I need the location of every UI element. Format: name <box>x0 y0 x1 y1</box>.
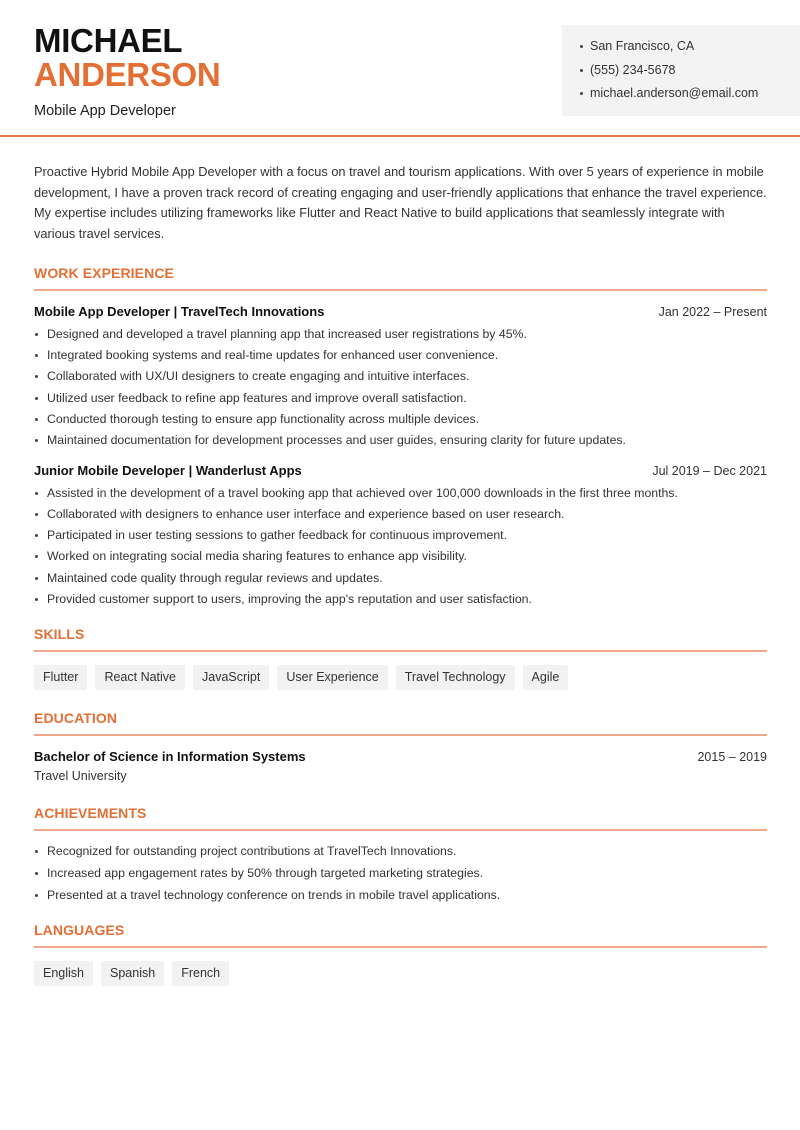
contact-phone-text: (555) 234-5678 <box>590 62 676 77</box>
section-skills <box>34 626 767 690</box>
list-item <box>34 865 767 887</box>
job-header <box>34 463 767 485</box>
bullet-icon <box>35 333 38 336</box>
section-title: EDUCATION <box>34 710 118 727</box>
education-degree: Bachelor of Science in Information Systems <box>34 749 306 765</box>
bullet-icon <box>35 397 38 400</box>
list-item-text: Recognized for outstanding project contributions at TravelTech Innovations. <box>47 844 457 859</box>
list-item <box>34 887 767 908</box>
resume-body <box>34 162 767 986</box>
bullet-icon <box>35 492 38 495</box>
first-name: MICHAEL <box>34 22 183 59</box>
list-item-text: Increased app engagement rates by 50% through targeted marketing strategies. <box>47 865 484 880</box>
language-tag: English <box>34 961 93 986</box>
section-achievements <box>34 805 767 908</box>
skill-tag: Agile <box>523 665 569 690</box>
bullet-icon <box>580 45 583 48</box>
list-item <box>34 591 767 612</box>
list-item-text: Participated in user testing sessions to gather feedback for continuous improvement. <box>47 528 508 543</box>
job-dates: Jul 2019 – Dec 2021 <box>652 463 767 478</box>
language-tag: French <box>172 961 229 986</box>
education-dates: 2015 – 2019 <box>697 750 767 765</box>
skill-tag: Flutter <box>34 665 87 690</box>
list-item-text: Collaborated with UX/UI designers to create engaging and intuitive interfaces. <box>47 369 470 384</box>
list-item <box>34 843 767 864</box>
list-item <box>34 347 767 368</box>
education-school: Travel University <box>34 769 127 784</box>
language-tags <box>34 961 767 986</box>
bullet-icon <box>35 850 38 853</box>
bullet-icon <box>35 555 38 558</box>
list-item <box>34 548 767 569</box>
section-title: WORK EXPERIENCE <box>34 264 174 281</box>
section-divider <box>34 734 767 736</box>
job-bullets <box>34 326 767 454</box>
job-header <box>34 304 767 326</box>
list-item <box>34 506 767 527</box>
section-divider <box>34 650 767 652</box>
list-item-text: Integrated booking systems and real-time updates for enhanced user convenience. <box>47 348 499 363</box>
contact-box <box>562 25 800 116</box>
skill-tags <box>34 665 767 690</box>
language-tag: Spanish <box>101 961 164 986</box>
contact-location <box>580 38 800 62</box>
skill-tag: React Native <box>95 665 185 690</box>
list-item <box>34 368 767 389</box>
job-dates: Jan 2022 – Present <box>658 304 767 319</box>
skill-tag: Travel Technology <box>396 665 515 690</box>
list-item <box>34 527 767 548</box>
list-item-text: Maintained documentation for development processes and user guides, ensuring clarity for future updates. <box>47 433 626 448</box>
section-divider <box>34 829 767 831</box>
bullet-icon <box>35 375 38 378</box>
list-item-text: Designed and developed a travel planning app that increased user registrations by 45%. <box>47 326 527 341</box>
list-item-text: Presented at a travel technology conference on trends in mobile travel applications. <box>47 887 501 902</box>
bullet-icon <box>35 598 38 601</box>
bullet-icon <box>35 354 38 357</box>
list-item <box>34 411 767 432</box>
section-title: SKILLS <box>34 626 85 643</box>
resume-header <box>0 0 800 137</box>
list-item-text: Provided customer support to users, improving the app's reputation and user satisfaction. <box>47 592 532 607</box>
bullet-icon <box>35 577 38 580</box>
job-bullets <box>34 485 767 613</box>
section-divider <box>34 946 767 948</box>
list-item-text: Utilized user feedback to refine app features and improve overall satisfaction. <box>47 390 467 405</box>
achievement-list <box>34 843 767 908</box>
contact-location-text: San Francisco, CA <box>590 39 695 53</box>
list-item <box>34 326 767 347</box>
bullet-icon <box>35 439 38 442</box>
job-entry <box>34 304 767 454</box>
list-item-text: Worked on integrating social media sharing features to enhance app visibility. <box>47 549 467 564</box>
bullet-icon <box>35 872 38 875</box>
bullet-icon <box>580 69 583 72</box>
list-item-text: Collaborated with designers to enhance user interface and experience based on user research. <box>47 506 565 521</box>
list-item-text: Assisted in the development of a travel booking app that achieved over 100,000 downloads in the first three months. <box>47 485 678 500</box>
name-block <box>34 24 220 119</box>
section-languages <box>34 922 767 986</box>
contact-email-text[interactable]: michael.anderson@email.com <box>590 86 759 100</box>
section-work-experience <box>34 265 767 613</box>
section-title: ACHIEVEMENTS <box>34 805 147 822</box>
job-title: Mobile App Developer <box>34 103 176 119</box>
contact-phone <box>580 62 800 86</box>
list-item-text: Maintained code quality through regular reviews and updates. <box>47 570 383 585</box>
section-divider <box>34 289 767 291</box>
education-header <box>34 749 767 769</box>
job-heading: Junior Mobile Developer | Wanderlust Apps <box>34 462 302 478</box>
contact-email[interactable] <box>580 85 800 109</box>
list-item <box>34 390 767 411</box>
bullet-icon <box>35 894 38 897</box>
bullet-icon <box>35 513 38 516</box>
section-title: LANGUAGES <box>34 921 125 938</box>
job-entry <box>34 463 767 613</box>
skill-tag: User Experience <box>277 665 387 690</box>
list-item <box>34 570 767 591</box>
skill-tag: JavaScript <box>193 665 269 690</box>
summary: Proactive Hybrid Mobile App Developer with a focus on travel and tourism applications. With over 5 years of experience in mobile development, I have a proven track record of creating engaging and user-friendly applications that enhance the travel experience. My expertise includes utilizing frameworks like Flutter and React Native to build applications that seamlessly integrate with various travel services. <box>34 164 767 242</box>
list-item <box>34 432 767 453</box>
job-heading: Mobile App Developer | TravelTech Innovations <box>34 303 325 319</box>
last-name: ANDERSON <box>34 56 221 93</box>
list-item-text: Conducted thorough testing to ensure app functionality across multiple devices. <box>47 412 480 426</box>
bullet-icon <box>580 92 583 95</box>
bullet-icon <box>35 534 38 537</box>
list-item <box>34 485 767 506</box>
section-education <box>34 710 767 783</box>
bullet-icon <box>35 418 38 421</box>
